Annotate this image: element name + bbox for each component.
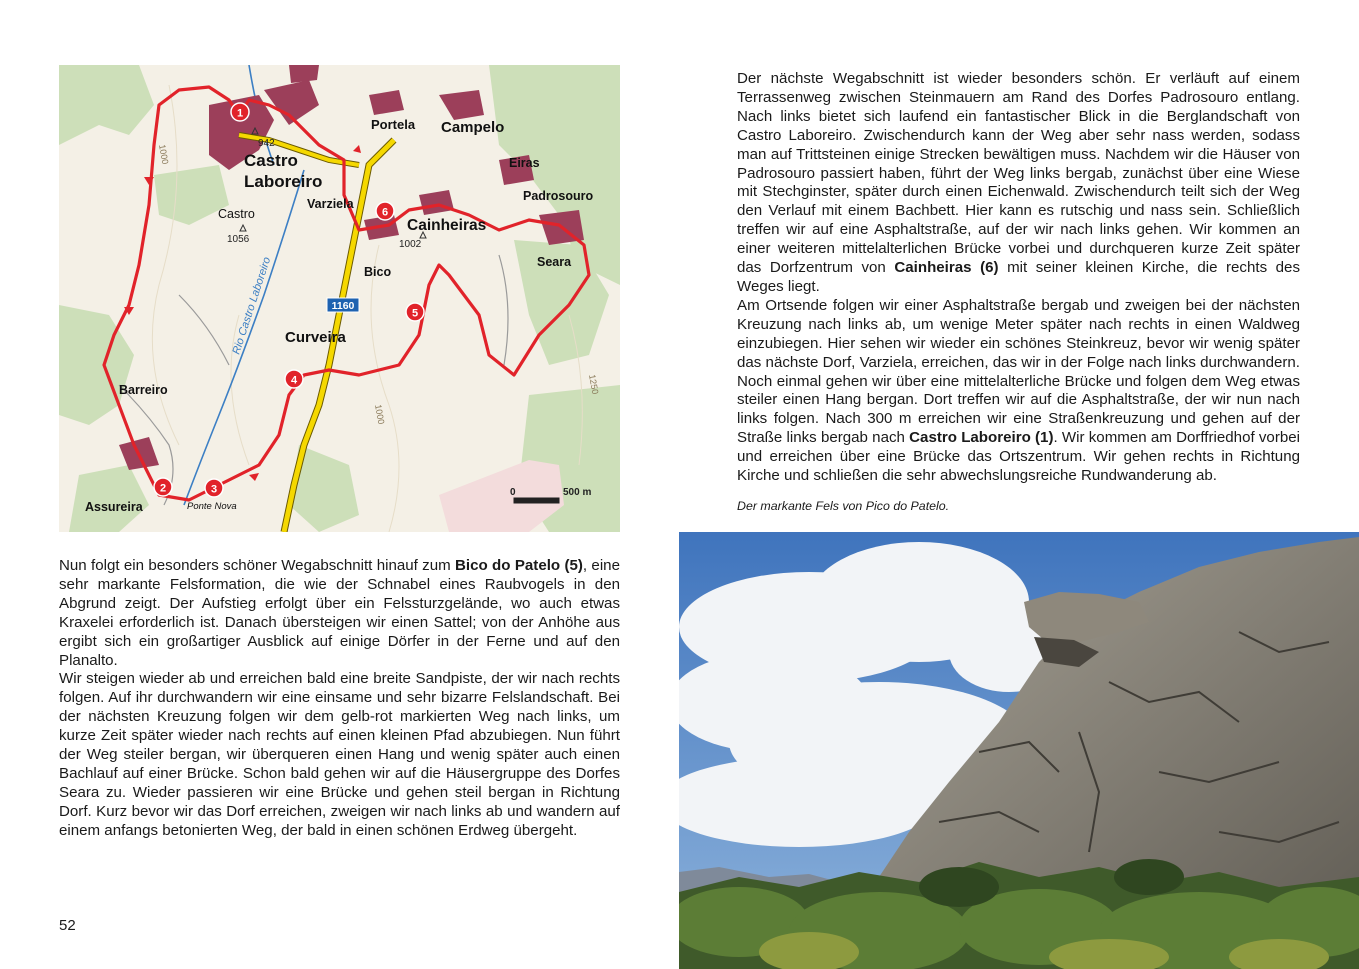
text-run: , eine sehr markante Felsformation, die wie der Schnabel eines Raubvogels in den Abgrund zeigt. Der Aufstieg erfolgt über ein Felssturzgelände, wo auch etwas Kraxelei erforderlich ist. Danach übersteigen wir einen Sattel; von der Anhöhe aus ergibt sich ein großartiger Ausblick auf einige Dörfer in der Ferne und auf den Planalto.: [59, 557, 620, 669]
text-run: mit seiner kleinen Kirche, die rechts des Weges liegt.: [737, 259, 1300, 295]
waypoint-2: [154, 478, 172, 496]
text-run: Nun folgt ein besonders schöner Wegabschnitt hinauf zum: [59, 557, 456, 574]
road-number-badge: 1160: [331, 300, 355, 312]
right-text-column: [737, 70, 1300, 486]
label-castro-laboreiro-1: Castro: [244, 151, 298, 170]
text-run: . Wir kommen am Dorffriedhof vorbei und erreichen über eine Brücke das Ortszentrum. Wir gehen rechts in Richtung Kirche und schließen die sehr abwechslungsreiche Rundwanderung ab.: [737, 429, 1300, 485]
paragraph: [59, 670, 620, 840]
scale-end: 500 m: [563, 487, 592, 498]
contour-1000-b: 1000: [373, 403, 387, 426]
text-run: Am Ortsende folgen wir einer Asphaltstraße bergab und zweigen bei der nächsten Kreuzung nach links ab, um wenige Meter später nach rechts in einen Waldweg einzubiegen. Hier sehen wir wieder ein schönes Steinkreuz, bevor wir wenig später das nächste Dorf, Varziela, erreichen, das wir in der Folge nach links durchwandern. Noch einmal gehen wir über eine mittelalterliche Brücke und folgen dem Weg etwas steiler einen Hang bergan. Dort treffen wir auf die Asphaltstraße, der wir nun nach links folgen. Nach 300 m erreichen wir eine Straßenkreuzung und gehen auf der Straße links bergab nach: [737, 296, 1300, 447]
label-ponte-nova: Ponte Nova: [187, 501, 237, 512]
photo-pico-do-patelo: [679, 532, 1359, 969]
paragraph: [737, 297, 1300, 486]
bold-run: Bico do Patelo (5): [455, 557, 583, 574]
svg-text:5: 5: [411, 307, 419, 320]
paragraph: [737, 70, 1300, 297]
elevation-942: 942: [258, 138, 275, 149]
elevation-1002: 1002: [399, 239, 422, 250]
label-padrosouro: Padrosouro: [523, 189, 594, 203]
river-label: Rio Castro Laboreiro: [230, 255, 274, 356]
page-number: 52: [59, 917, 76, 934]
svg-text:2: 2: [159, 482, 167, 495]
text-run: Der nächste Wegabschnitt ist wieder besonders schön. Er verläuft auf einem Terrassenweg zwischen Steinmauern am Rand des Dorfes Padrosouro entlang. Nach links bietet sich laufend ein fantastischer Blick in die Berglandschaft von Castro Laboreiro. Zwischendurch kann der Weg aber sehr nass werden, sodass man auf Trittsteinen einige Strecken bewältigen muss. Nachdem wir die Häuser von Padrosouro passiert haben, führt der Weg links bergab, zunächst über eine Wiese mit Stechginster, später durch einen Eichenwald. Zwischendurch teilt sich der Weg den Verlauf mit einem Bachbett. Hier kann es rutschig und nass sein. Schließlich treffen wir auf eine Asphaltstraße, auf der wir nach links gehen. Wir kommen an einer weiteren mittelalterlichen Brücke vorbei und durchqueren kurze Zeit später das Dorfzentrum von: [737, 70, 1300, 277]
left-text-column: [59, 557, 620, 841]
svg-text:4: 4: [290, 374, 298, 387]
label-varziela: Varziela: [307, 197, 354, 211]
contour-1000-a: 1000: [157, 143, 171, 166]
photo-caption: Der markante Fels von Pico do Patelo.: [737, 499, 950, 513]
label-curveira: Curveira: [285, 329, 346, 346]
label-cainheiras: Cainheiras: [407, 217, 487, 234]
waypoint-3: [205, 479, 223, 497]
label-portela: Portela: [371, 117, 416, 132]
waypoint-1: [231, 103, 249, 121]
label-campelo: Campelo: [441, 119, 505, 136]
bold-run: Castro Laboreiro (1): [909, 429, 1054, 447]
waypoint-5: [406, 303, 424, 321]
bold-run: Cainheiras (6): [894, 259, 999, 277]
label-castro-laboreiro-2: Laboreiro: [244, 172, 323, 191]
elevation-1056: 1056: [227, 234, 250, 245]
waypoint-4: [285, 370, 303, 388]
svg-text:6: 6: [381, 206, 389, 219]
paragraph: [59, 557, 620, 670]
label-assureira: Assureira: [85, 500, 143, 514]
waypoint-6: [376, 202, 394, 220]
contour-1250: 1250: [587, 373, 601, 396]
label-castro: Castro: [218, 207, 255, 221]
svg-text:3: 3: [210, 483, 218, 496]
text-run: Wir steigen wieder ab und erreichen bald eine breite Sandpiste, der wir nach rechts folgen. Auf ihr durchwandern wir eine einsame und sehr bizarre Felslandschaft. Bei der nächsten Kreuzung folgen wir dem gelb-rot markierten Weg nach links, um kurze Zeit später wieder nach rechts auf einen kleinen Pfad abzubiegen. Nun führt der Weg steiler bergan, wir überqueren einen Hang und wenig später auch einen Bachlauf auf einer Brücke. Schon bald gehen wir auf die Häusergruppe des Dorfes Seara zu. Wieder passieren wir eine Brücke und gehen steil bergan in Richtung Dorf. Kurz bevor wir das Dorf erreichen, zweigen wir nach links ab und wandern auf einem anfangs betonierten Weg, der bald in einen schönen Erdweg übergeht.: [59, 670, 620, 839]
route-map: [59, 65, 620, 532]
label-barreiro: Barreiro: [119, 383, 168, 397]
scale-start: 0: [510, 487, 516, 498]
label-eiras: Eiras: [509, 156, 540, 170]
svg-text:1: 1: [236, 107, 244, 120]
label-bico: Bico: [364, 265, 392, 279]
label-seara: Seara: [537, 255, 572, 269]
